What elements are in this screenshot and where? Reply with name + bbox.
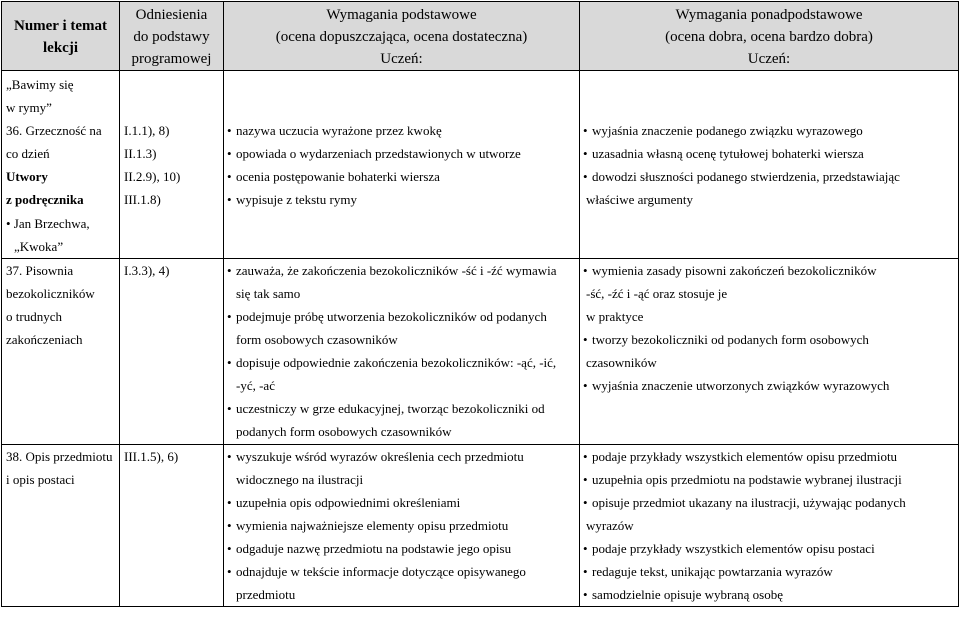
section-row <box>2 71 959 120</box>
lesson-topic: 37. Pisownia bezokoliczników o trudnych zakończeniach <box>2 258 120 444</box>
requirement-item: • ocenia postępowanie bohaterki wiersza <box>224 165 579 188</box>
requirement-item: • podejmuje próbę utworzenia bezokoliczników od podanych form osobowych czasowników <box>224 305 579 351</box>
requirement-item: • uzupełnia opis odpowiednimi określeniami <box>224 491 579 514</box>
requirement-item: • tworzy bezokoliczniki od podanych form osobowych czasowników <box>580 328 958 374</box>
requirement-item: • odgaduje nazwę przedmiotu na podstawie jego opisu <box>224 537 579 560</box>
lesson-refs: III.1.5), 6) <box>120 444 224 607</box>
lesson-basic-requirements <box>224 119 580 258</box>
requirement-item: • wyszukuje wśród wyrazów określenia cech przedmiotu widocznego na ilustracji <box>224 445 579 491</box>
requirement-item: • podaje przykłady wszystkich elementów opisu przedmiotu <box>580 445 958 468</box>
requirement-item: • zauważa, że zakończenia bezokoliczników -ść i -źć wymawia się tak samo <box>224 259 579 305</box>
requirement-item: • samodzielnie opisuje wybraną osobę <box>580 583 958 606</box>
requirement-item: • opisuje przedmiot ukazany na ilustracji, używając podanych wyrazów <box>580 491 958 537</box>
lesson-advanced-requirements <box>580 258 959 444</box>
requirement-item: • wypisuje z tekstu rymy <box>224 188 579 211</box>
requirement-item: • uzupełnia opis przedmiotu na podstawie wybranej ilustracji <box>580 468 958 491</box>
lesson-topic: 38. Opis przedmiotu i opis postaci <box>2 444 120 607</box>
lesson-topic: 36. Grzeczność na co dzień Utwory z podręcznika • Jan Brzechwa, „Kwoka” <box>2 119 120 258</box>
requirement-item: • wymienia najważniejsze elementy opisu przedmiotu <box>224 514 579 537</box>
requirement-item: • odnajduje w tekście informacje dotyczące opisywanego przedmiotu <box>224 560 579 606</box>
header-row <box>2 2 959 71</box>
header-topic: Numer i temat lekcji <box>2 2 120 71</box>
requirement-item: • wyjaśnia znaczenie utworzonych związków wyrazowych <box>580 374 958 397</box>
lesson-advanced-requirements <box>580 119 959 258</box>
lesson-refs: I.3.3), 4) <box>120 258 224 444</box>
header-refs: Odniesienia do podstawy programowej <box>120 2 224 71</box>
section-title: „Bawimy się w rymy” <box>2 71 120 120</box>
lesson-basic-requirements <box>224 258 580 444</box>
requirement-item: • dopisuje odpowiednie zakończenia bezokoliczników: -ąć, -ić, -yć, -ać <box>224 351 579 397</box>
requirement-item: • opowiada o wydarzeniach przedstawionych w utworze <box>224 142 579 165</box>
requirement-item: • podaje przykłady wszystkich elementów opisu postaci <box>580 537 958 560</box>
requirement-item: • uzasadnia własną ocenę tytułowej bohaterki wiersza <box>580 142 958 165</box>
requirement-item: • wymienia zasady pisowni zakończeń bezokoliczników -ść, -źć i -ąć oraz stosuje je w praktyce <box>580 259 958 328</box>
requirement-item: • uczestniczy w grze edukacyjnej, tworząc bezokoliczniki od podanych form osobowych czasowników <box>224 397 579 443</box>
header-basic: Wymagania podstawowe (ocena dopuszczająca, ocena dostateczna) Uczeń: <box>224 2 580 71</box>
lesson-row <box>2 119 959 258</box>
lesson-row <box>2 444 959 607</box>
lesson-row <box>2 258 959 444</box>
requirement-item: • redaguje tekst, unikając powtarzania wyrazów <box>580 560 958 583</box>
lesson-refs: I.1.1), 8) II.1.3) II.2.9), 10) III.1.8) <box>120 119 224 258</box>
lesson-advanced-requirements <box>580 444 959 607</box>
header-advanced: Wymagania ponadpodstawowe (ocena dobra, ocena bardzo dobra) Uczeń: <box>580 2 959 71</box>
requirement-item: • wyjaśnia znaczenie podanego związku wyrazowego <box>580 119 958 142</box>
curriculum-table <box>1 1 959 607</box>
requirement-item: • dowodzi słuszności podanego stwierdzenia, przedstawiając właściwe argumenty <box>580 165 958 211</box>
requirement-item: • nazywa uczucia wyrażone przez kwokę <box>224 119 579 142</box>
lesson-basic-requirements <box>224 444 580 607</box>
